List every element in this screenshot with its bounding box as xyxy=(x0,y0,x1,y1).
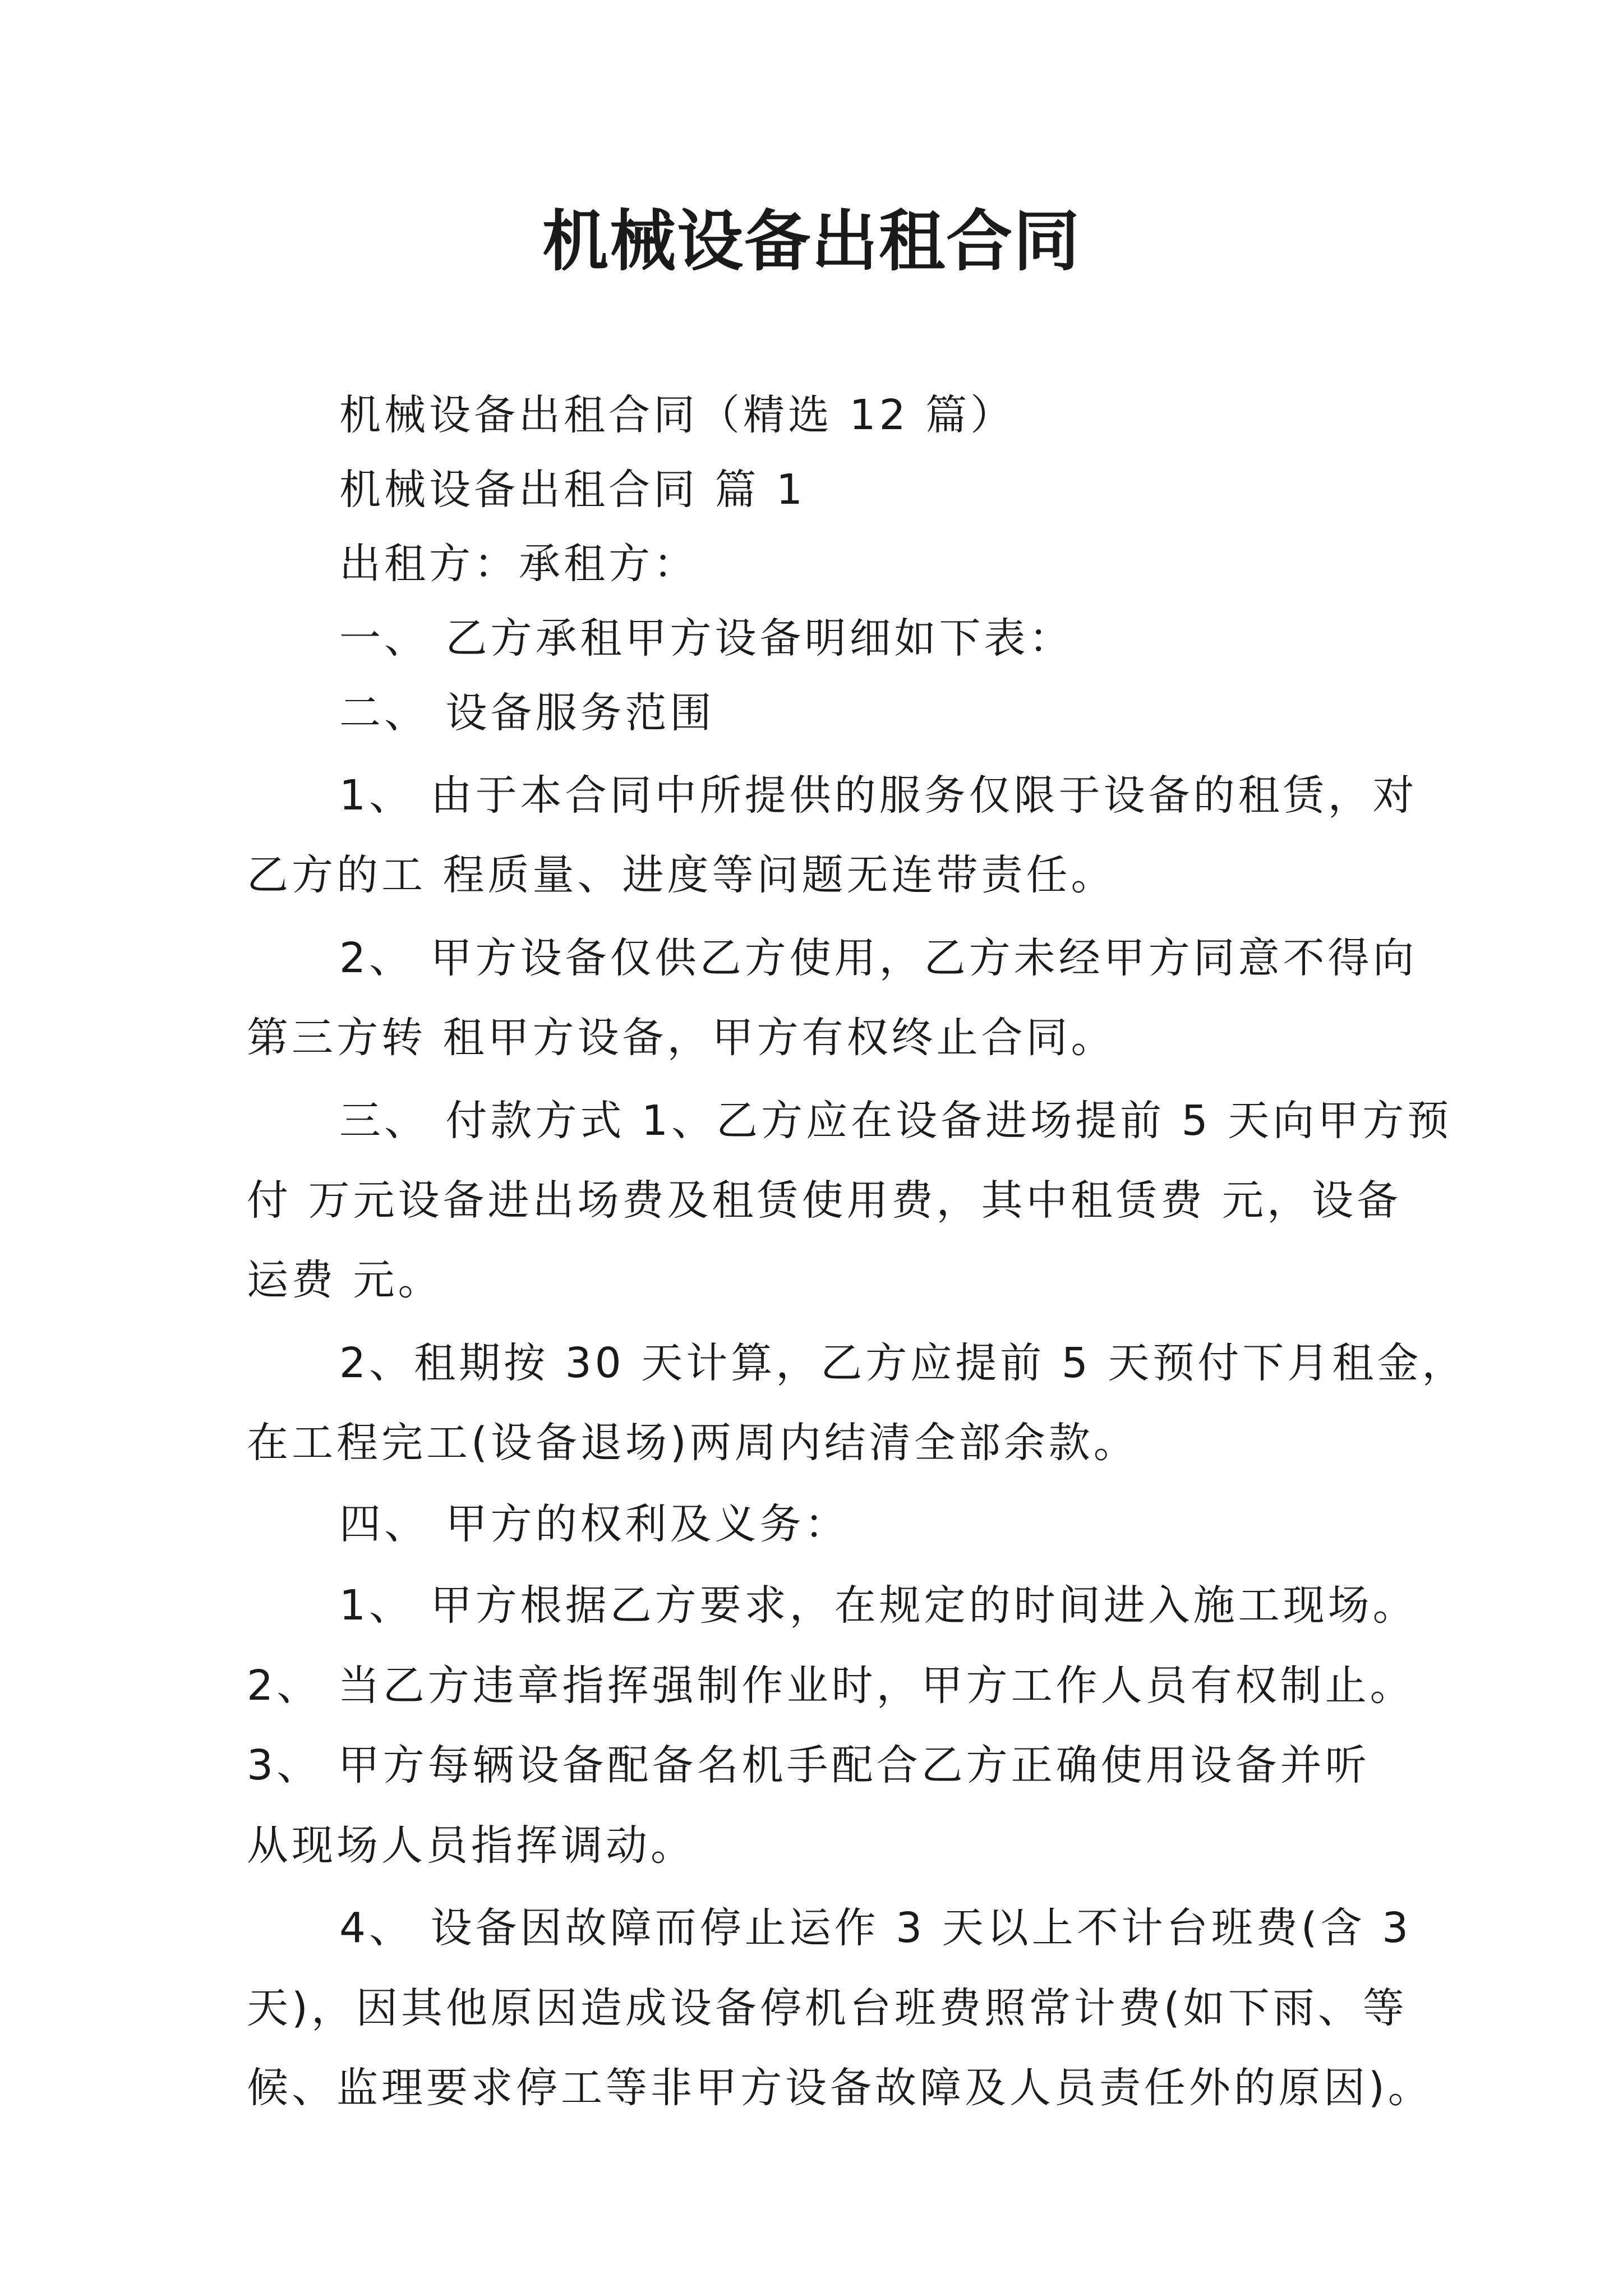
paragraph-line: 乙方的工 程质量、进度等问题无连带责任。 xyxy=(247,851,1116,899)
clause-four: 四、 甲方的权利及义务： xyxy=(339,1500,850,1548)
paragraph-line: 3、 甲方每辆设备配备名机手配合乙方正确使用设备并听 xyxy=(247,1741,1370,1789)
clause-three: 三、 付款方式 1、乙方应在设备进场提前 5 天向甲方预 xyxy=(339,1097,1453,1145)
document-title: 机械设备出租合同 xyxy=(542,202,1081,280)
paragraph-line: 2、 甲方设备仅供乙方使用，乙方未经甲方同意不得向 xyxy=(339,934,1418,982)
paragraph-line: 付 万元设备进出场费及租赁使用费，其中租赁费 元，设备 xyxy=(247,1176,1402,1225)
paragraph-line: 运费 元。 xyxy=(247,1256,443,1304)
paragraph-line: 2、租期按 30 天计算，乙方应提前 5 天预付下月租金， xyxy=(339,1339,1467,1387)
paragraph-line: 1、 甲方根据乙方要求，在规定的时间进入施工现场。 xyxy=(339,1581,1418,1630)
paragraph-line: 1、 由于本合同中所提供的服务仅限于设备的租赁，对 xyxy=(339,771,1418,820)
clause-two: 二、 设备服务范围 xyxy=(339,689,715,737)
section-heading: 机械设备出租合同 篇 1 xyxy=(339,466,806,514)
paragraph-line: 2、 当乙方违章指挥强制作业时，甲方工作人员有权制止。 xyxy=(247,1662,1415,1710)
paragraph-line: 第三方转 租甲方设备，甲方有权终止合同。 xyxy=(247,1014,1116,1062)
paragraph-line: 在工程完工(设备退场)两周内结清全部余款。 xyxy=(247,1419,1138,1467)
paragraph-line: 候、监理要求停工等非甲方设备故障及人员责任外的原因)。 xyxy=(247,2064,1433,2112)
clause-one: 一、 乙方承租甲方设备明细如下表： xyxy=(339,614,1074,662)
paragraph-line: 天)，因其他原因造成设备停机台班费照常计费(如下雨、等 xyxy=(247,1984,1408,2032)
parties-line: 出租方：承租方： xyxy=(339,540,698,588)
paragraph-line: 4、 设备因故障而停止运作 3 天以上不计台班费(含 3 xyxy=(339,1904,1412,1952)
subtitle-line: 机械设备出租合同（精选 12 篇） xyxy=(339,391,1016,439)
paragraph-line: 从现场人员指挥调动。 xyxy=(247,1821,695,1870)
